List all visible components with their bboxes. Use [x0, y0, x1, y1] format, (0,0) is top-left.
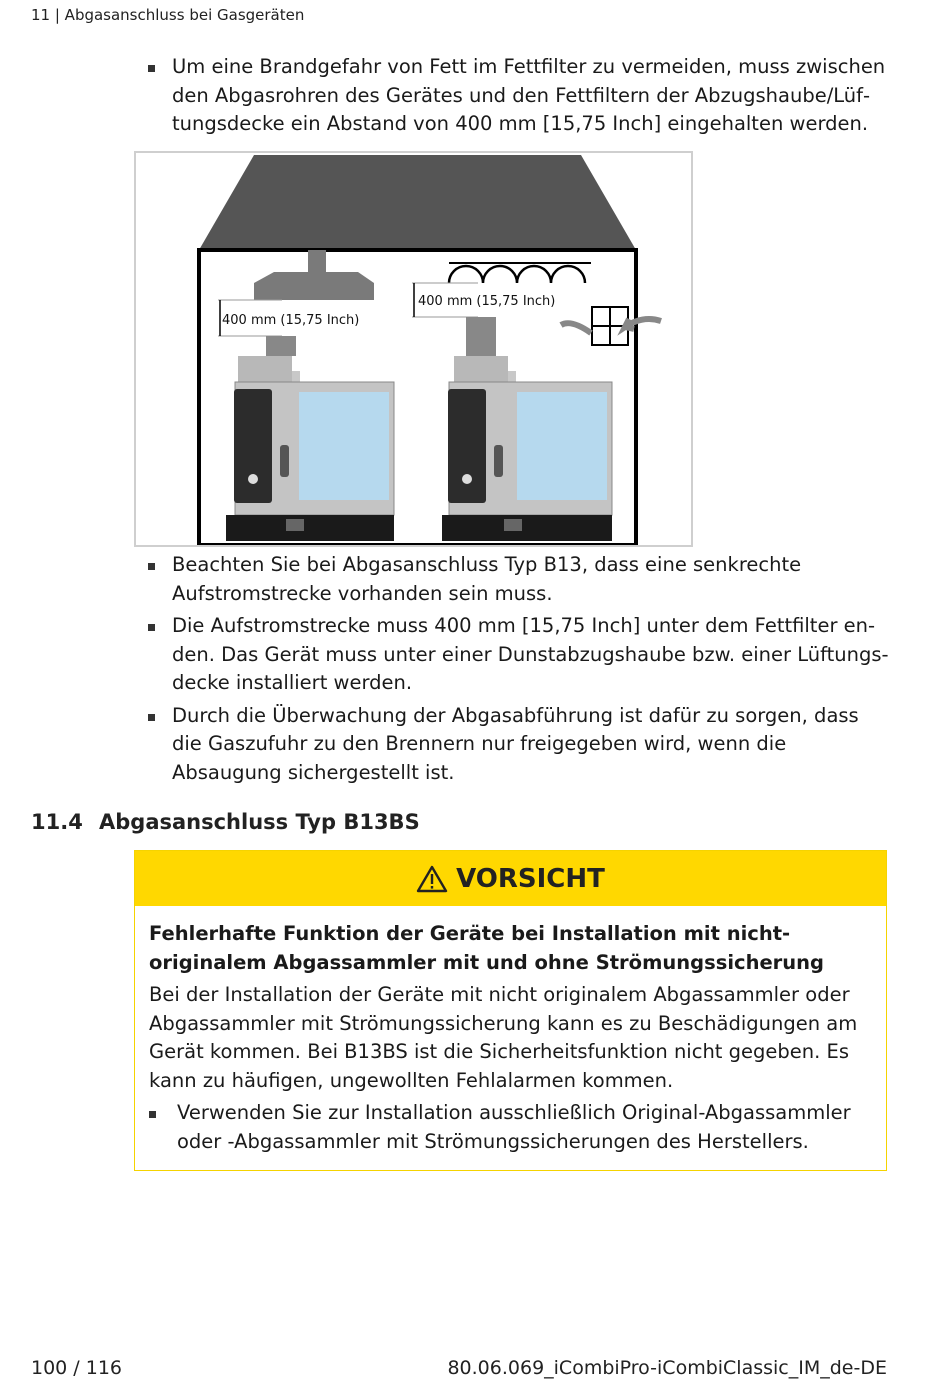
left-hood-duct	[308, 250, 326, 272]
dimension-label-right: 400 mm (15,75 Inch)	[418, 294, 556, 309]
section-heading	[31, 810, 420, 834]
caution-text: Bei der Installation der Geräte mit nicht originalem Abgassammler oder Abgassammler mit Strömungssicherung kann es zu Beschädigungen am Gerät kommen. Bei B13BS ist die Sicherheitsfunktion nicht gegeben. Es kann zu häufigen, ungewollten Fehlalarmen kommen.	[149, 983, 858, 1092]
caution-body	[135, 906, 886, 1156]
airflow-arrow-icon	[625, 319, 661, 329]
appliance-base	[226, 515, 394, 541]
caution-box	[134, 850, 887, 1171]
control-panel	[448, 389, 486, 503]
installation-diagram	[134, 151, 693, 547]
caution-header	[135, 851, 886, 906]
requirements-bullet-list	[148, 551, 893, 791]
list-item: Die Aufstromstrecke muss 400 mm [15,75 Inch] unter dem Fettfilter enden. Das Gerät muss unter einer Dunstabzugshaube bzw. einer Lüftungsdecke installiert werden.	[148, 612, 893, 698]
control-knob-icon	[462, 474, 472, 484]
door-handle	[280, 445, 289, 477]
page-number: 100 / 116	[31, 1357, 123, 1379]
caution-bullet-list	[149, 1099, 872, 1156]
section-title: Abgasanschluss Typ B13BS	[99, 810, 420, 834]
dimension-label-left: 400 mm (15,75 Inch)	[222, 313, 360, 328]
caution-title: Fehlerhafte Funktion der Geräte bei Installation mit nicht-originalem Abgassammler mit und ohne Strömungssicherung	[149, 922, 825, 974]
appliance-base	[442, 515, 612, 541]
list-item: Durch die Überwachung der Abgasabführung ist dafür zu sorgen, dass die Gaszufuhr zu den Brennern nur freigegeben wird, wenn die Absaugung sichergestellt ist.	[148, 702, 893, 788]
running-header: 11 | Abgasanschluss bei Gasgeräten	[31, 6, 305, 24]
control-panel	[234, 389, 272, 503]
list-item: Beachten Sie bei Abgasanschluss Typ B13, dass eine senkrechte Aufstromstrecke vorhanden sein muss.	[148, 551, 893, 608]
warning-triangle-icon	[416, 865, 448, 893]
hood-roof	[199, 155, 636, 250]
oven-door-glass	[299, 392, 389, 500]
list-item: Um eine Brandgefahr von Fett im Fettfilter zu vermeiden, muss zwischen den Abgasrohren des Gerätes und den Fettfiltern der Abzugshaube/Lüftungsdecke ein Abstand von 400 mm [15,75 Inch] eingehalten werden.	[148, 53, 893, 139]
left-extraction-hood	[254, 272, 374, 300]
document-id: 80.06.069_iCombiPro-iCombiClassic_IM_de-DE	[447, 1357, 887, 1379]
door-handle	[494, 445, 503, 477]
oven-door-glass	[517, 392, 607, 500]
control-knob-icon	[248, 474, 258, 484]
intro-bullet-list	[148, 53, 893, 143]
section-number: 11.4	[31, 810, 83, 834]
diagram-svg	[136, 153, 691, 545]
list-item: Verwenden Sie zur Installation ausschließlich Original-Abgassammler oder -Abgassammler mit Strömungssicherungen des Herstellers.	[149, 1099, 872, 1156]
caution-label: VORSICHT	[456, 863, 605, 894]
